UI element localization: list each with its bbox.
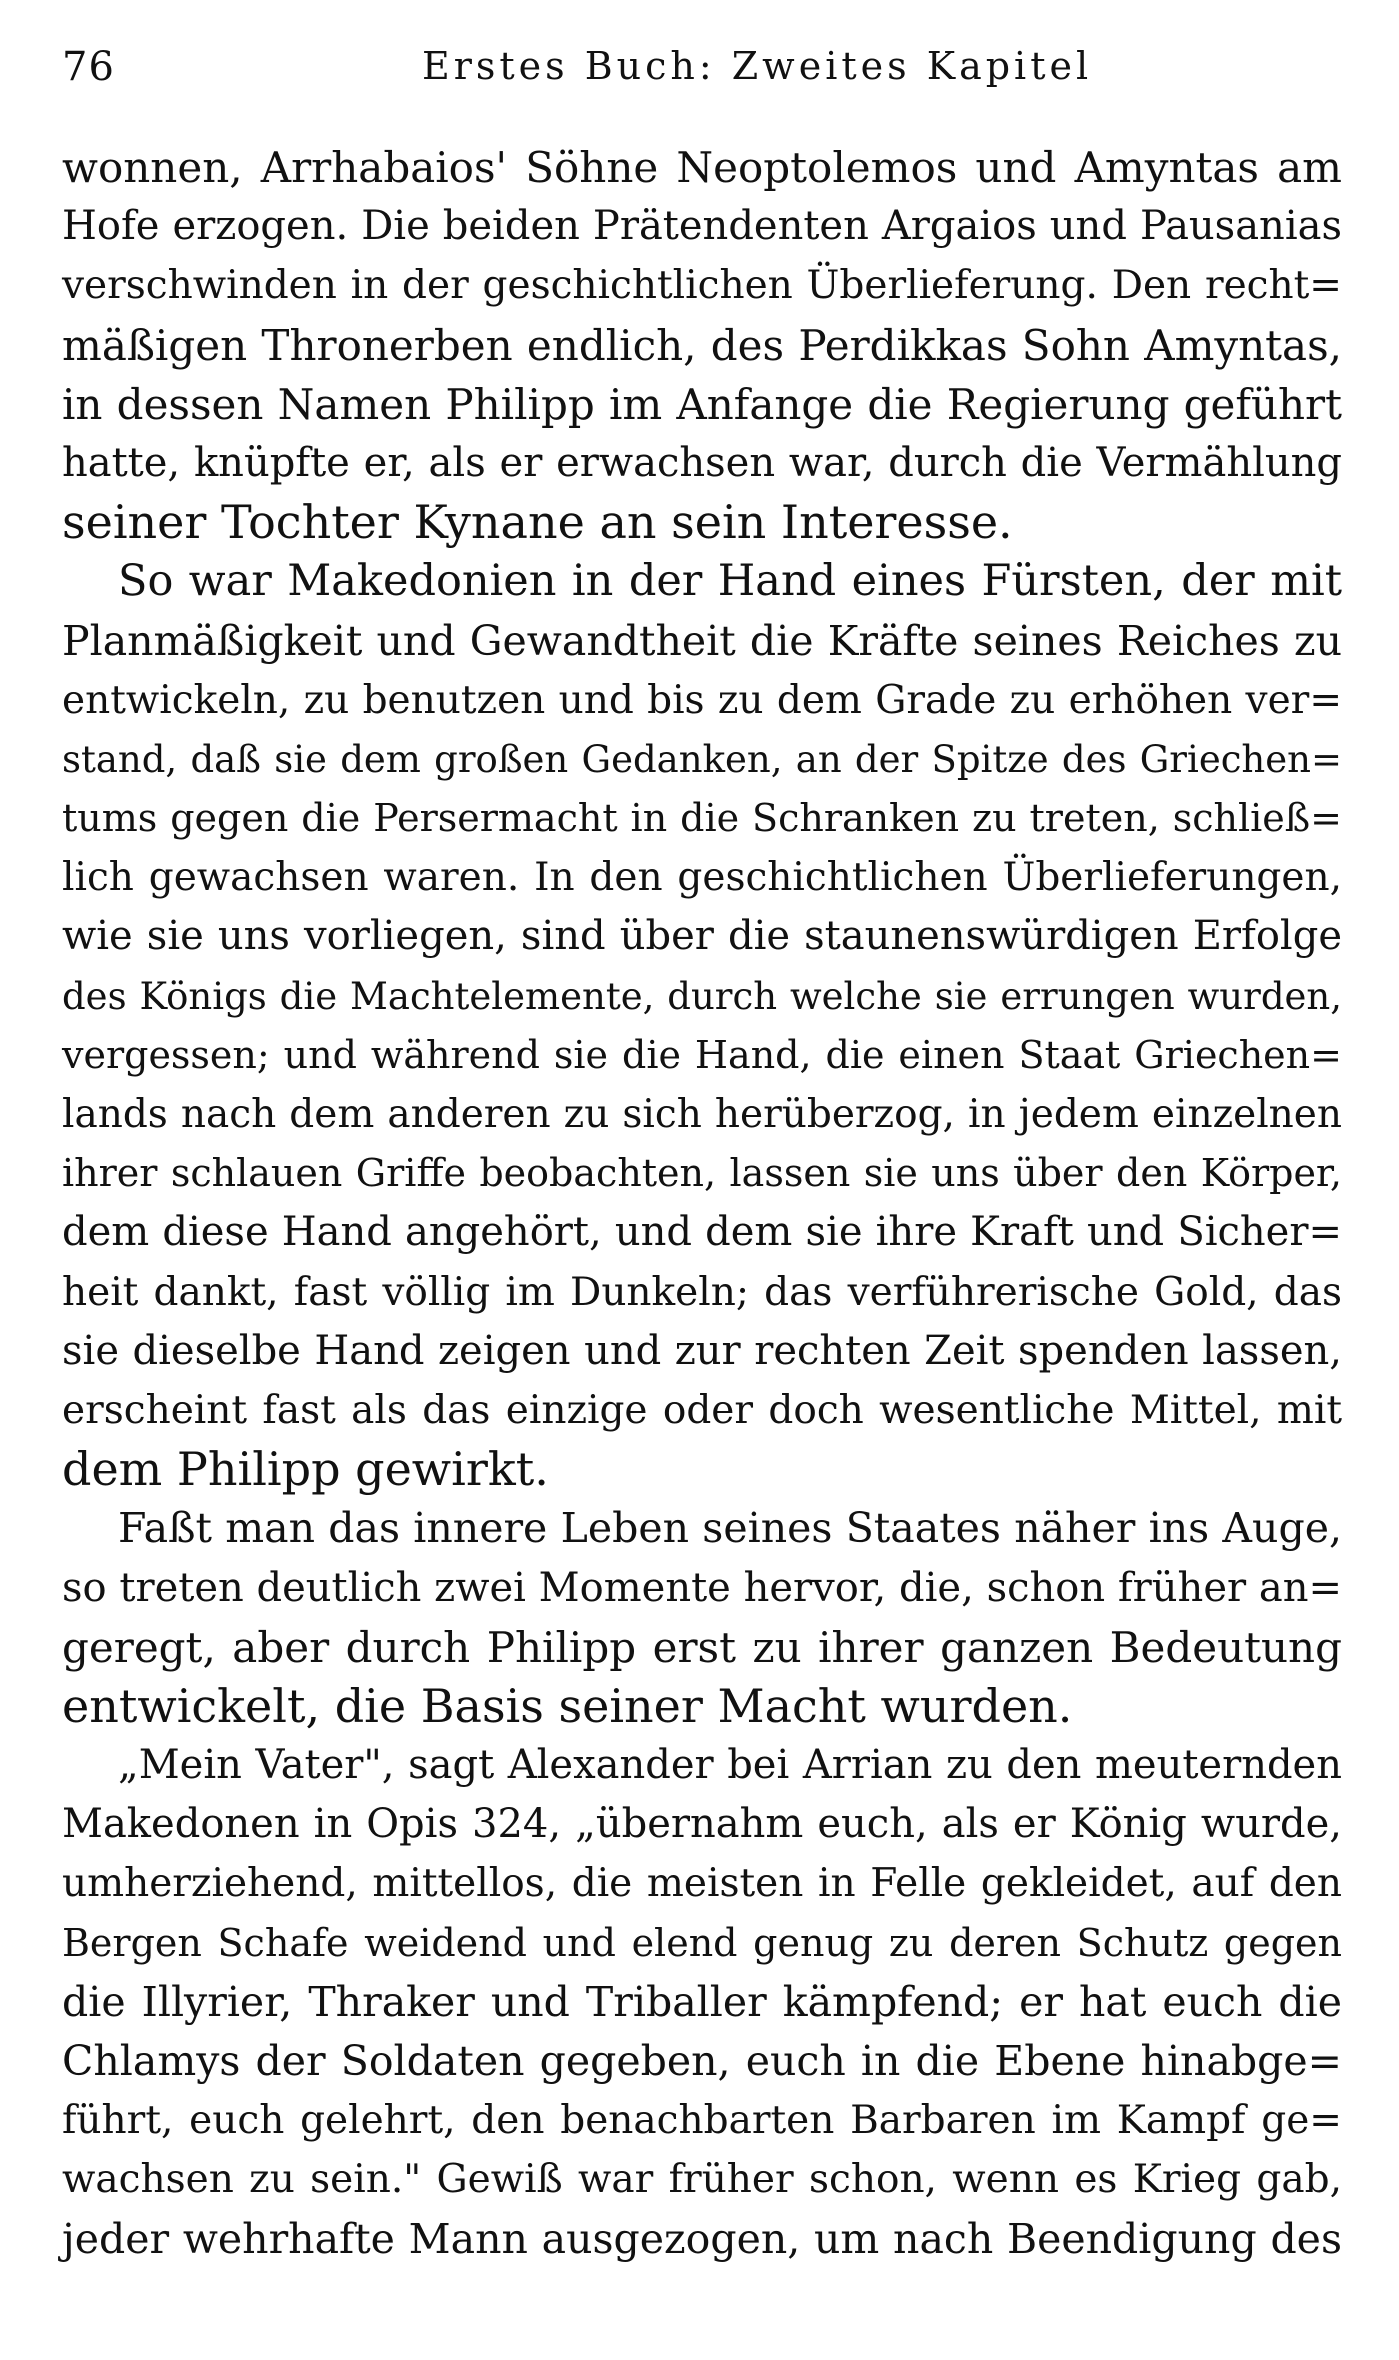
page-header xyxy=(62,44,1342,114)
text-line: tums gegen die Persermacht in die Schranken zu treten, schließ= xyxy=(62,796,1342,841)
text-line: die Illyrier, Thraker und Triballer kämpfend; er hat euch die xyxy=(62,1977,1342,2026)
text-line: lich gewachsen waren. In den geschichtlichen Überlieferungen, xyxy=(62,855,1342,901)
text-line: jeder wehrhafte Mann ausgezogen, um nach Beendigung des xyxy=(62,2214,1342,2263)
text-line: heit dankt, fast völlig im Dunkeln; das verführerische Gold, das xyxy=(62,1269,1342,1315)
text-line: Chlamys der Soldaten gegeben, euch in die Ebene hinabge= xyxy=(62,2037,1342,2085)
text-line: Faßt man das innere Leben seines Staates näher ins Auge, xyxy=(118,1504,1342,1553)
text-line: erscheint fast als das einzige oder doch wesentliche Mittel, mit xyxy=(62,1387,1342,1433)
text-line: entwickeln, zu benutzen und bis zu dem Grade zu erhöhen ver= xyxy=(62,677,1342,723)
text-line: „Mein Vater", sagt Alexander bei Arrian zu den meuternden xyxy=(118,1742,1342,1789)
text-line: Bergen Schafe weidend und elend genug zu deren Schutz gegen xyxy=(62,1920,1342,1965)
paragraph xyxy=(62,138,1342,552)
text-line: dem Philipp gewirkt. xyxy=(62,1442,549,1497)
text-line: seiner Tochter Kynane an sein Interesse. xyxy=(62,495,1013,550)
running-head: Erstes Buch: Zweites Kapitel xyxy=(422,44,1093,88)
text-line: Makedonen in Opis 324, „übernahm euch, als er König wurde, xyxy=(62,1801,1342,1848)
text-line: verschwinden in der geschichtlichen Überlieferung. Den recht= xyxy=(62,263,1342,309)
text-line: Planmäßigkeit und Gewandtheit die Kräfte seines Reiches zu xyxy=(62,616,1342,665)
text-line: mäßigen Thronerben endlich, des Perdikkas Sohn Amyntas, xyxy=(62,320,1342,370)
text-line: führt, euch gelehrt, den benachbarten Barbaren im Kampf ge= xyxy=(62,2098,1342,2144)
body-text xyxy=(62,138,1342,2269)
text-line: sie dieselbe Hand zeigen und zur rechten Zeit spenden lassen, xyxy=(62,1327,1342,1374)
text-line: ihrer schlauen Griffe beobachten, lassen sie uns über den Körper, xyxy=(62,1151,1342,1196)
text-line: vergessen; und während sie die Hand, die einen Staat Griechen= xyxy=(62,1032,1342,1077)
text-line: Hofe erzogen. Die beiden Prätendenten Argaios und Pausanias xyxy=(62,203,1342,250)
paragraph xyxy=(62,552,1342,1499)
text-line: umherziehend, mittellos, die meisten in Felle gekleidet, auf den xyxy=(62,1861,1342,1907)
text-line: dem diese Hand angehört, und dem sie ihre Kraft und Sicher= xyxy=(62,1209,1342,1256)
page-number: 76 xyxy=(62,44,115,90)
paragraph xyxy=(62,1499,1342,1736)
text-line: stand, daß sie dem großen Gedanken, an der Spitze des Griechen= xyxy=(62,737,1342,781)
text-line: wie sie uns vorliegen, sind über die staunenswürdigen Erfolge xyxy=(62,913,1342,960)
text-line: des Königs die Machtelemente, durch welche sie errungen wurden, xyxy=(62,974,1342,1018)
text-line: wonnen, Arrhabaios' Söhne Neoptolemos und Amyntas am xyxy=(62,143,1342,192)
text-line: geregt, aber durch Philipp erst zu ihrer ganzen Bedeutung xyxy=(62,1622,1342,1672)
text-line: lands nach dem anderen zu sich herüberzog, in jedem einzelnen xyxy=(62,1092,1342,1137)
text-line: entwickelt, die Basis seiner Macht wurden. xyxy=(62,1678,1073,1733)
paragraph xyxy=(62,1736,1342,2269)
text-line: hatte, knüpfte er, als er erwachsen war, durch die Vermählung xyxy=(62,439,1342,486)
text-line: So war Makedonien in der Hand eines Fürsten, der mit xyxy=(118,556,1342,607)
text-line: wachsen zu sein." Gewiß war früher schon, wenn es Krieg gab, xyxy=(62,2157,1342,2203)
text-line: in dessen Namen Philipp im Anfange die Regierung geführt xyxy=(62,379,1342,429)
text-line: so treten deutlich zwei Momente hervor, die, schon früher an= xyxy=(62,1564,1342,1611)
